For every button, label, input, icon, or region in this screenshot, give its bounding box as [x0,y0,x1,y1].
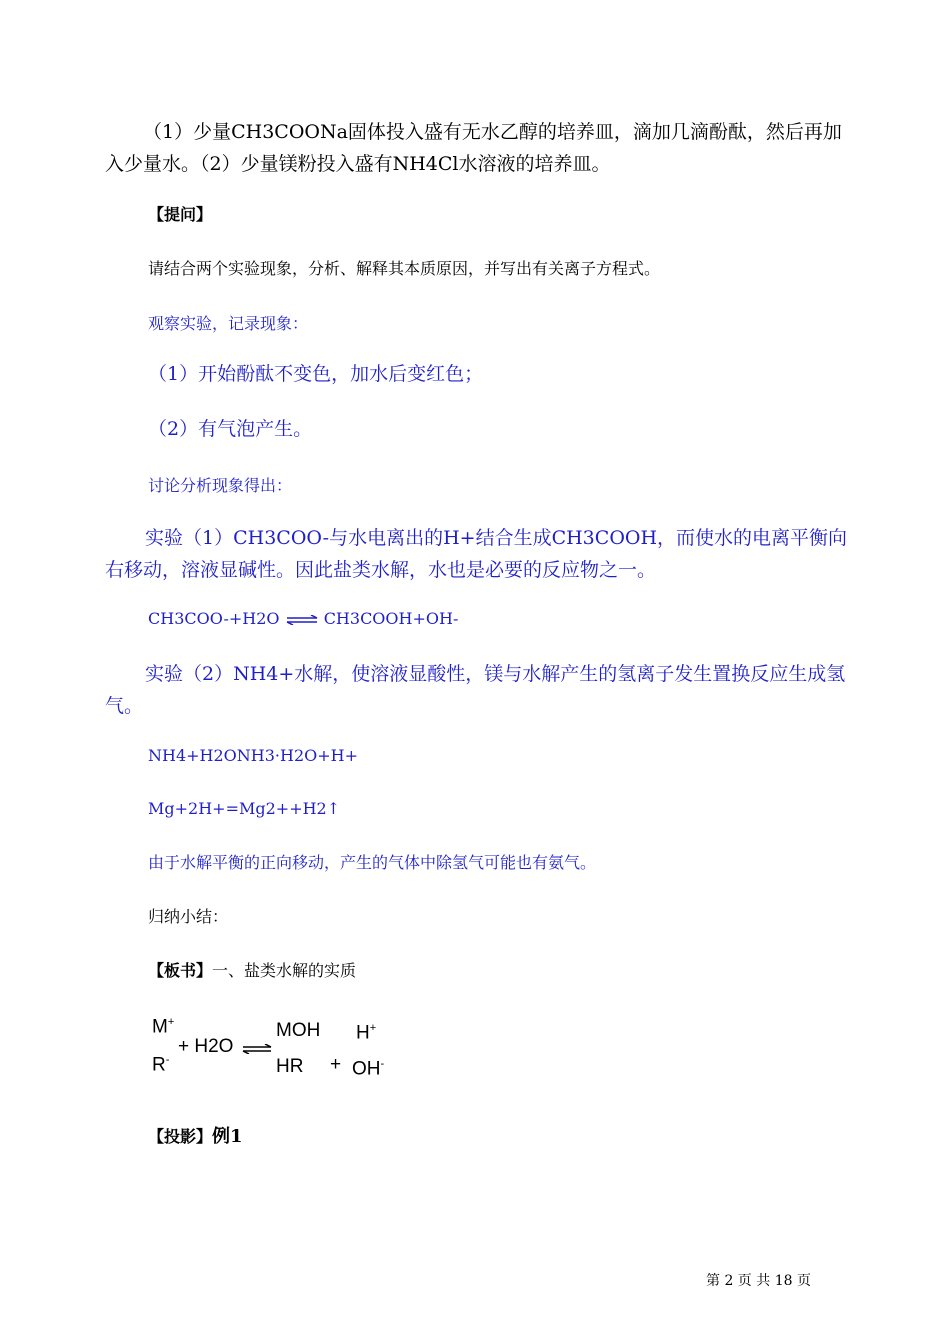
board-line [0,959,950,983]
product-hr: HR [276,1056,304,1077]
question-text: 请结合两个实验现象，分析、解释其本质原因，并写出有关离子方程式。 [148,259,661,278]
board-tag: 【板书】 [148,961,213,980]
projection-text: 例1 [212,1126,243,1147]
discuss-title: 讨论分析现象得出： [148,476,293,495]
projection-tag: 【投影】 [148,1127,213,1146]
equilibrium-arrow-icon [242,1044,272,1054]
cation-m: M+ [152,1016,175,1038]
conclusion: 由于水解平衡的正向移动，产生的气体中除氢气可能也有氨气。 [148,853,597,872]
summary-title: 归纳小结： [148,907,229,926]
ion-oh: OH- [352,1058,385,1080]
equation-1 [0,607,950,631]
observe-title: 观察实验，记录现象： [148,314,309,333]
anion-r: R- [152,1054,170,1076]
water-term: + H2O [178,1036,234,1057]
equilibrium-arrow-icon [285,615,319,625]
equation-3: Mg+2H+=Mg2++H2↑ [148,799,341,818]
equation-1-left: CH3COO-+H2O [148,609,280,628]
explanation-2: 实验（2）NH4+水解，使溶液显酸性，镁与水解产生的氢离子发生置换反应生成氢气。 [105,663,846,717]
product-moh: MOH [276,1020,321,1041]
observation-2: （2）有气泡产生。 [148,418,313,440]
plus-sign: + [330,1054,342,1075]
explanation-1: 实验（1）CH3COO-与水电离出的H+结合生成CH3COOH，而使水的电离平衡向右移动，溶液显碱性。因此盐类水解，水也是必要的反应物之一。 [105,527,848,581]
observation-1: （1）开始酚酞不变色，加水后变红色； [148,363,484,385]
heading-question: 【提问】 [148,205,213,224]
page-number-footer: 第 2 页 共 18 页 [706,1273,811,1289]
equation-2: NH4+H2ONH3·H2O+H+ [148,746,359,765]
ion-h: H+ [356,1022,377,1044]
paragraph-experiments: （1）少量CH3COONa固体投入盛有无水乙醇的培养皿，滴加几滴酚酞，然后再加入少量水。（2）少量镁粉投入盛有NH4Cl水溶液的培养皿。 [105,121,842,175]
hydrolysis-general-equation [150,1014,410,1084]
board-text: 一、盐类水解的实质 [212,961,357,980]
equation-1-right: CH3COOH+OH- [323,609,459,628]
projection-line [0,1125,950,1149]
